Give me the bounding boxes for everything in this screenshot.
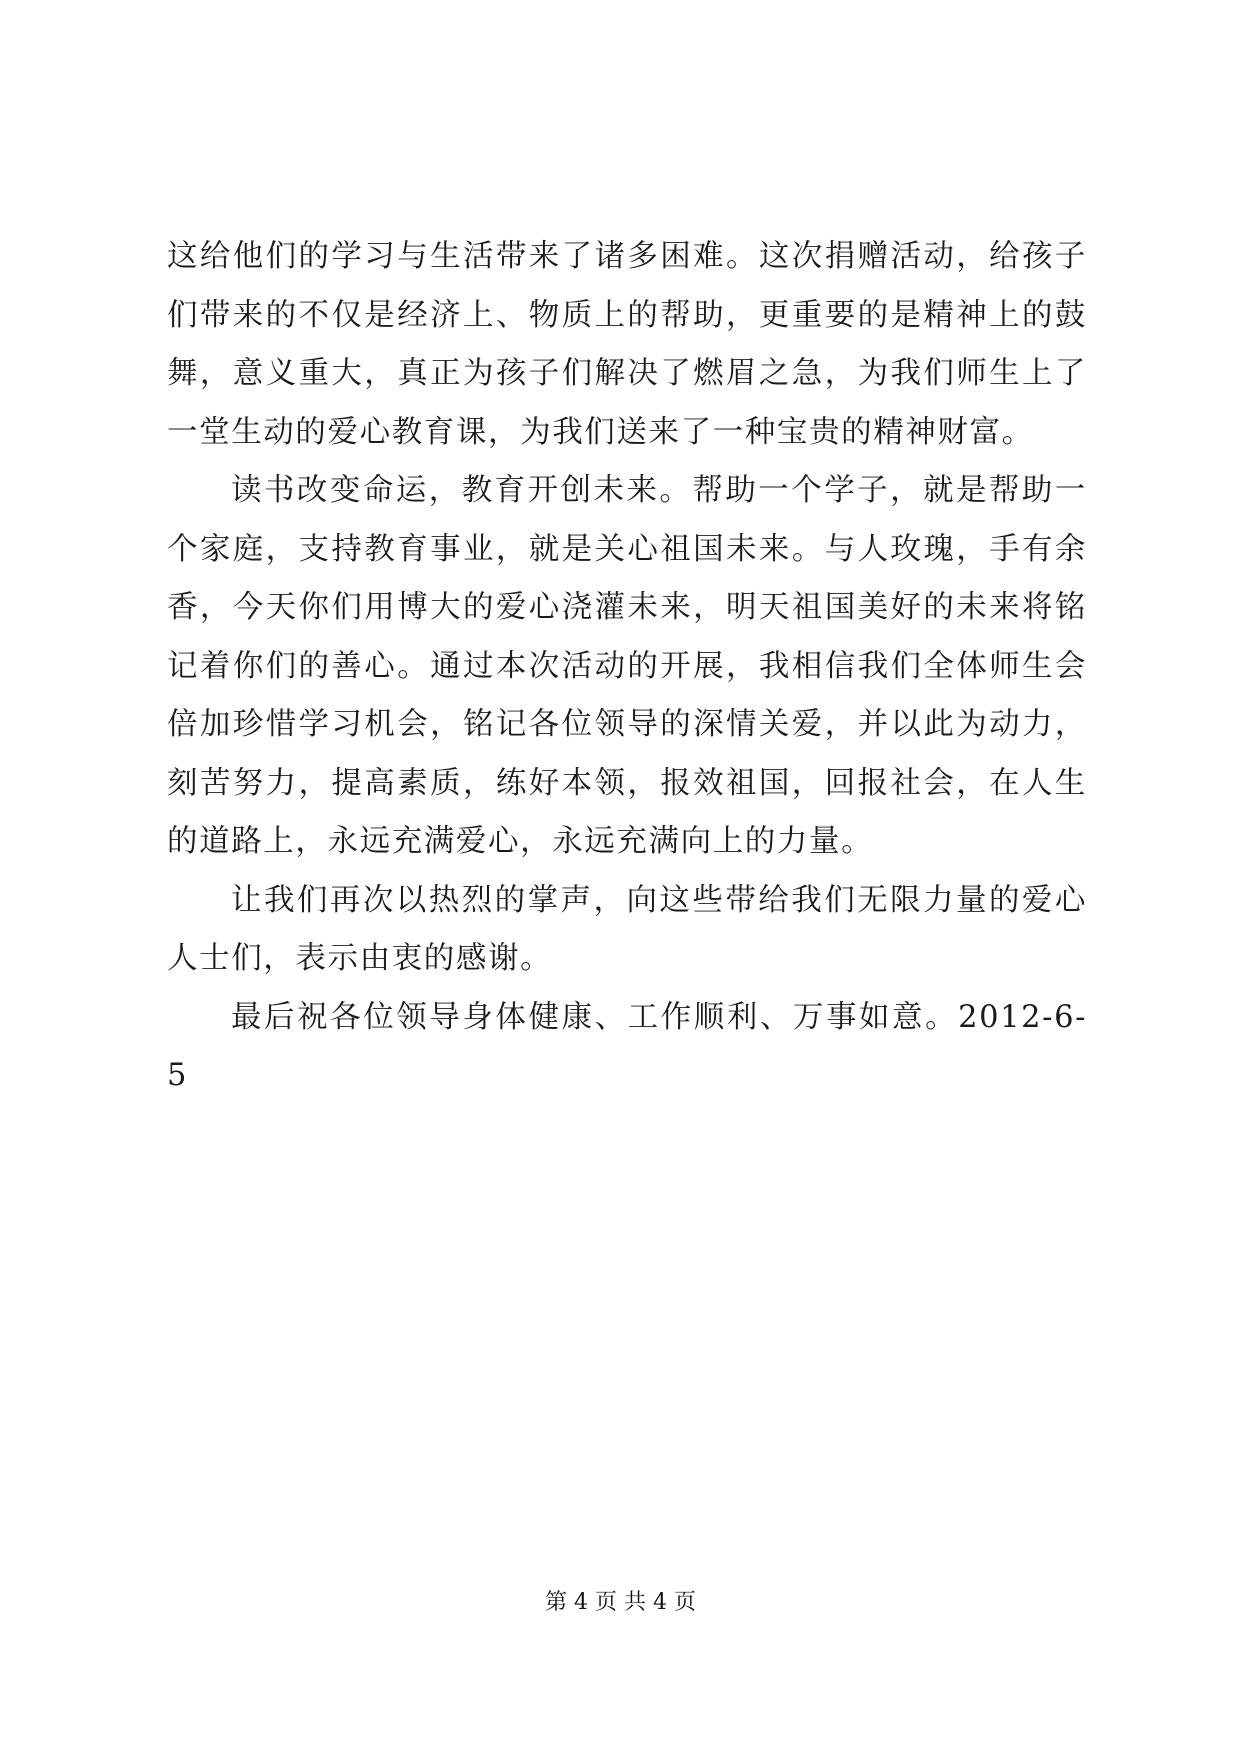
paragraph: 让我们再次以热烈的掌声，向这些带给我们无限力量的爱心人士们，表示由衷的感谢。 [167, 882, 1087, 976]
paragraph-continuation: 这给他们的学习与生活带来了诸多困难。这次捐赠活动，给孩子们带来的不仅是经济上、物质上的帮助，更重要的是精神上的鼓舞，意义重大，真正为孩子们解决了燃眉之急，为我们师生上了一堂生动的爱心教育课，为我们送来了一种宝贵的精神财富。 [167, 239, 1087, 450]
paragraph: 读书改变命运，教育开创未来。帮助一个学子，就是帮助一个家庭，支持教育事业，就是关心祖国未来。与人玫瑰，手有余香，今天你们用博大的爱心浇灌未来，明天祖国美好的未来将铭记着你们的善心。通过本次活动的开展，我相信我们全体师生会倍加珍惜学习机会，铭记各位领导的深情关爱，并以此为动力，刻苦努力，提高素质，练好本领，报效祖国，回报社会，在人生的道路上，永远充满爱心，永远充满向上的力量。 [167, 473, 1087, 859]
document-body [167, 228, 1087, 1106]
page-footer [0, 1588, 1241, 1618]
paragraph-closing: 最后祝各位领导身体健康、工作顺利、万事如意。2012-6-5 [167, 999, 1087, 1093]
page-number: 第 4 页 共 4 页 [545, 1590, 696, 1615]
